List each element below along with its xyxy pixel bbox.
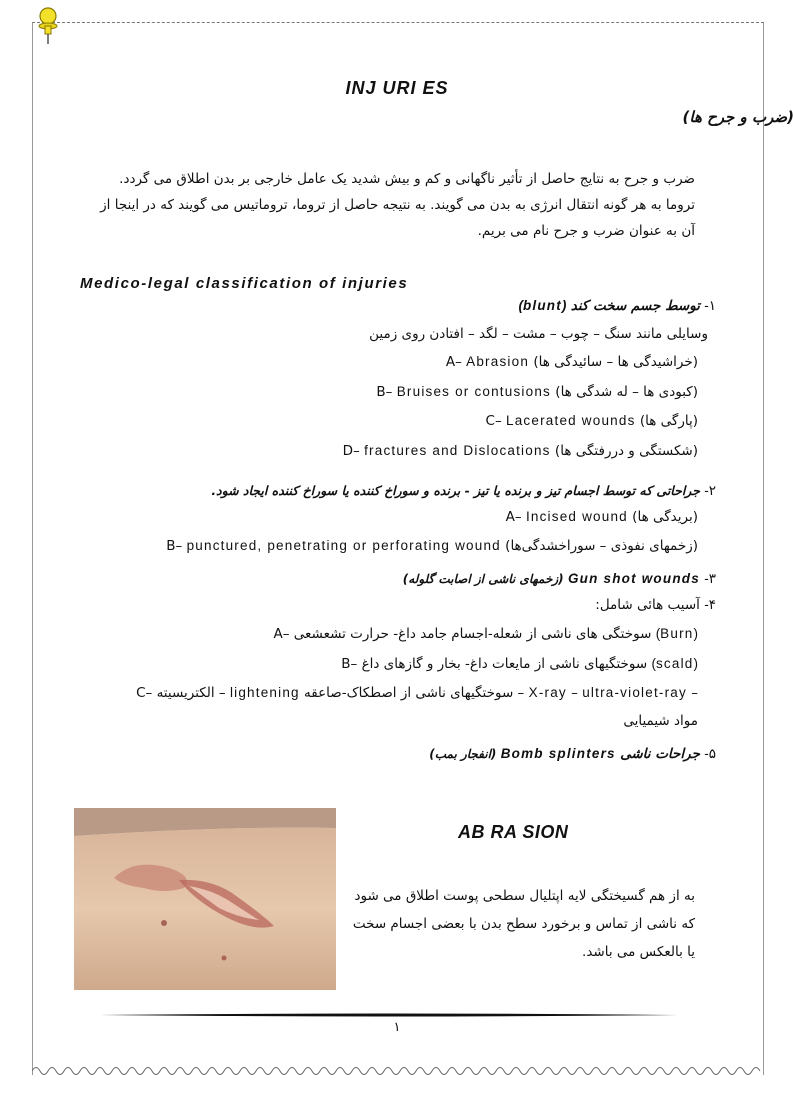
item-en: (scald) — [651, 656, 698, 671]
abrasion-photo — [74, 808, 336, 990]
pushpin-icon — [34, 6, 62, 46]
section-title: (زخمهای ناشی از اصابت گلوله) — [402, 572, 564, 586]
item-fa: (کبودی ها – له شدگی ها) — [555, 384, 698, 400]
intro-line: آن به عنوان ضرب و جرح نام می بریم. — [477, 223, 695, 239]
page-number: ۱ — [393, 1020, 401, 1035]
item-letter: A– — [273, 626, 290, 642]
page-subtitle: (ضرب و جرح ها) — [682, 108, 794, 126]
item-en: ultra-violet-ray — [582, 685, 687, 700]
list-item — [343, 443, 698, 459]
section-number: ۲- — [704, 483, 716, 498]
section-1-heading — [518, 298, 716, 314]
section-title-en: Bomb splinters — [500, 746, 616, 761]
item-letter: A– — [445, 354, 462, 370]
abrasion-description — [345, 882, 695, 966]
section-title-en: (blunt) — [518, 298, 567, 313]
list-item — [341, 656, 698, 672]
description-line: یا بالعکس می باشد. — [582, 944, 695, 960]
list-item — [446, 354, 698, 370]
item-fa: سوختگیهای ناشی از مایعات داغ- بخار و گازهای داغ — [361, 656, 648, 672]
item-fa: (پارگی ها) — [639, 413, 698, 429]
intro-line: ضرب و جرح به نتایج حاصل از تأثیر ناگهانی و کم و بیش شدید یک عامل خارجی بر بدن اطلاق می گردد. — [119, 171, 695, 187]
section-title: آسیب هائی شامل: — [595, 597, 700, 613]
item-letter: C– — [136, 685, 153, 701]
intro-paragraph — [78, 166, 695, 244]
section-title-en: Gun shot wounds — [567, 571, 700, 586]
classification-heading: Medico-legal classification of injuries — [80, 275, 409, 292]
item-fa: – الکتریسیته – — [156, 685, 525, 701]
page-title: INJ URI ES — [345, 78, 449, 98]
item-fa: (خراشیدگی ها – سائیدگی ها) — [533, 354, 698, 370]
item-letter: A– — [505, 509, 522, 525]
item-en: Abrasion — [466, 354, 530, 369]
item-fa: سوختگیهای ناشی از اصطکاک-صاعقه — [304, 685, 514, 701]
list-item-continuation: مواد شیمیایی — [623, 713, 698, 729]
section-5-heading — [429, 746, 716, 762]
list-item — [486, 413, 698, 429]
section-number: ۱- — [704, 298, 716, 313]
item-en: punctured, penetrating or perforating wound — [186, 538, 501, 553]
item-en: X-ray — [528, 685, 567, 700]
item-fa: (شکستگی و دررفتگی ها) — [554, 443, 698, 459]
wavy-bottom-border — [32, 1064, 764, 1078]
item-fa: (زخمهای نفوذی – سوراخشدگی‌ها) — [505, 538, 698, 554]
item-letter: B– — [376, 384, 393, 400]
intro-line: تروما به هر گونه انتقال انرژی به بدن می گویند. به نتیجه حاصل از تروما، تروماتیس می گویند که در اینجا از — [100, 197, 695, 213]
item-en: lightening — [229, 685, 300, 700]
item-letter: B– — [166, 538, 183, 554]
item-en: Incised wound — [525, 509, 628, 524]
item-letter: D– — [342, 443, 360, 459]
footer-divider — [100, 1012, 678, 1018]
section-3-heading — [403, 571, 716, 587]
section-1-examples: وسایلی مانند سنگ – چوب – مشت – لگد – افتادن روی زمین — [369, 326, 708, 342]
section-4-heading — [595, 597, 716, 613]
section-number: ۴- — [704, 597, 716, 612]
list-item — [506, 509, 698, 525]
description-line: به از هم گسیختگی لایه اپتلیال سطحی پوست اطلاق می شود — [354, 888, 695, 904]
list-item — [273, 626, 698, 642]
list-item — [376, 384, 698, 400]
item-en: (Burn) — [655, 626, 698, 641]
section-title: جراحاتی که توسط اجسام تیز و برنده یا تیز - برنده و سوراخ کننده یا سوراخ کننده ایجاد شود. — [211, 483, 700, 498]
item-en: Lacerated wounds — [506, 413, 636, 428]
list-item — [136, 685, 698, 701]
section-title: جراحات ناشی — [620, 746, 700, 762]
item-letter: B– — [341, 656, 358, 672]
section-2-heading — [211, 483, 716, 499]
section-number: ۵- — [704, 746, 716, 761]
item-fa: سوختگی های ناشی از شعله-اجسام جامد داغ- حرارت تشعشعی — [293, 626, 652, 642]
item-separator: – — [691, 685, 698, 701]
section-title: (انفجار بمب) — [429, 747, 497, 761]
item-separator: – — [571, 685, 578, 701]
item-en: fractures and Dislocations — [364, 443, 551, 458]
item-en: Bruises or contusions — [396, 384, 551, 399]
description-line: که ناشی از تماس و برخورد سطح بدن با بعضی اجسام سخت — [352, 916, 695, 932]
item-letter: C– — [485, 413, 502, 429]
list-item — [166, 538, 698, 554]
abrasion-heading: AB RA SION — [458, 822, 569, 842]
section-number: ۳- — [704, 571, 716, 586]
section-title: توسط جسم سخت کند — [570, 298, 700, 314]
item-fa: (بریدگی ها) — [632, 509, 698, 525]
